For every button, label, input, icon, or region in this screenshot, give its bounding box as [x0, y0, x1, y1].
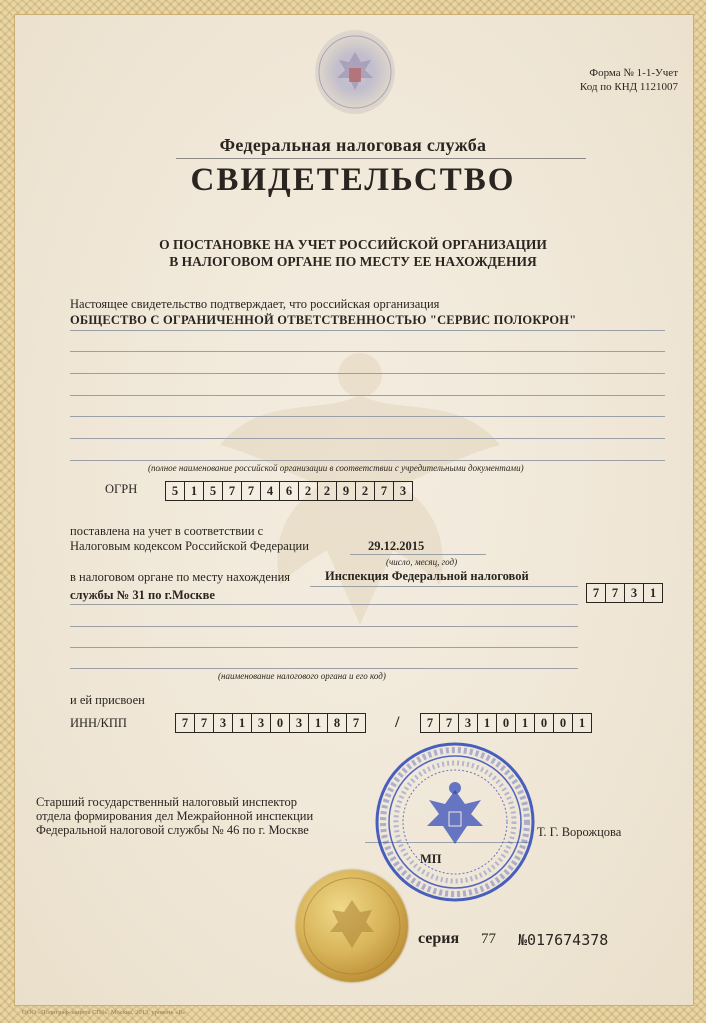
tax-office-code-digit: 1 [643, 583, 663, 603]
series-label: серия [418, 930, 460, 947]
kpp-digit: 0 [534, 713, 554, 733]
kpp-digit: 1 [477, 713, 497, 733]
ogrn-digit: 7 [222, 481, 242, 501]
ogrn-label: ОГРН [105, 482, 138, 496]
org-line-4 [70, 395, 665, 396]
signer-line-2: отдела формирования дел Межрайонной инспекции [36, 809, 314, 823]
tax-office-line-1 [310, 586, 578, 587]
tax-office-line-3 [70, 626, 578, 627]
document-subtitle [0, 236, 706, 270]
signer-title [36, 795, 313, 837]
tax-office-prefix: в налоговом органе по месту нахождения [70, 570, 291, 584]
ogrn-digit: 4 [260, 481, 280, 501]
kpp-boxes [420, 713, 591, 733]
org-line-6 [70, 438, 665, 439]
inn-digit: 8 [327, 713, 347, 733]
kpp-digit: 0 [553, 713, 573, 733]
tax-office-code-digit: 7 [605, 583, 625, 603]
knd-code: Код по КНД 1121007 [579, 81, 678, 93]
org-line-3 [70, 373, 665, 374]
tax-office-caption: (наименование налогового органа и его код) [218, 671, 386, 681]
registration-date: 29.12.2015 [368, 539, 425, 553]
intro-text: Настоящее свидетельство подтверждает, что российская организация [70, 297, 440, 311]
gold-seal-icon [296, 870, 408, 982]
tax-office-code-boxes [586, 583, 662, 603]
agency-name: Федеральная налоговая служба [219, 135, 487, 155]
ogrn-digit: 9 [336, 481, 356, 501]
kpp-digit: 0 [496, 713, 516, 733]
form-number-block [580, 66, 678, 94]
stamp-place-mark: МП [420, 852, 442, 866]
certificate-number: №017674378 [518, 931, 609, 949]
inn-digit: 7 [175, 713, 195, 733]
ogrn-digit: 6 [279, 481, 299, 501]
ogrn-digit: 2 [355, 481, 375, 501]
document-title: СВИДЕТЕЛЬСТВО [190, 162, 516, 198]
inn-digit: 1 [308, 713, 328, 733]
org-line-1 [70, 330, 665, 331]
kpp-digit: 1 [572, 713, 592, 733]
inn-digit: 3 [289, 713, 309, 733]
inn-digit: 7 [194, 713, 214, 733]
ogrn-digit: 5 [165, 481, 185, 501]
ogrn-digit: 7 [374, 481, 394, 501]
organization-name: ОБЩЕСТВО С ОГРАНИЧЕННОЙ ОТВЕТСТВЕННОСТЬЮ "СЕРВИС ПОЛОКРОН" [70, 313, 577, 327]
inn-digit: 1 [232, 713, 252, 733]
inn-kpp-label: ИНН/КПП [70, 716, 127, 730]
tax-office-name-1: Инспекция Федеральной налоговой [325, 569, 529, 583]
org-name-caption: (полное наименование российской организации в соответствии с учредительными документами) [148, 463, 524, 473]
agency-underline [176, 158, 586, 159]
inn-digit: 7 [346, 713, 366, 733]
org-line-2 [70, 351, 665, 352]
tax-office-line-4 [70, 647, 578, 648]
tax-office-code-digit: 7 [586, 583, 606, 603]
inn-boxes [175, 713, 365, 733]
ogrn-boxes [165, 481, 412, 501]
tax-office-name-2: службы № 31 по г.Москве [70, 588, 215, 602]
inn-digit: 0 [270, 713, 290, 733]
ogrn-digit: 2 [298, 481, 318, 501]
subtitle-line-2: В НАЛОГОВОМ ОРГАНЕ ПО МЕСТУ ЕЕ НАХОЖДЕНИЯ [169, 254, 537, 269]
inn-digit: 3 [251, 713, 271, 733]
ogrn-digit: 1 [184, 481, 204, 501]
inn-digit: 3 [213, 713, 233, 733]
inn-kpp-separator: / [395, 714, 400, 731]
org-line-5 [70, 416, 665, 417]
date-underline [350, 554, 486, 555]
subtitle-line-1: О ПОСТАНОВКЕ НА УЧЕТ РОССИЙСКОЙ ОРГАНИЗАЦИИ [159, 237, 547, 252]
form-number: Форма № 1-1-Учет [589, 67, 678, 79]
ogrn-digit: 3 [393, 481, 413, 501]
tax-office-code-digit: 3 [624, 583, 644, 603]
signer-line-1: Старший государственный налоговый инспектор [36, 795, 297, 809]
signer-name: Т. Г. Ворожцова [537, 825, 622, 839]
kpp-digit: 7 [439, 713, 459, 733]
ogrn-digit: 2 [317, 481, 337, 501]
org-line-7 [70, 460, 665, 461]
date-caption: (число, месяц, год) [386, 557, 458, 567]
series-value: 77 [481, 931, 496, 947]
tax-office-line-2 [70, 604, 578, 605]
registration-line-1: поставлена на учет в соответствии с [70, 524, 264, 538]
signer-line-3: Федеральной налоговой службы № 46 по г. Москве [36, 823, 309, 837]
kpp-digit: 3 [458, 713, 478, 733]
kpp-digit: 7 [420, 713, 440, 733]
hologram-emblem-icon [315, 30, 395, 114]
tax-office-line-5 [70, 668, 578, 669]
ogrn-digit: 7 [241, 481, 261, 501]
registration-line-2: Налоговым кодексом Российской Федерации [70, 539, 309, 553]
kpp-digit: 1 [515, 713, 535, 733]
assigned-text: и ей присвоен [70, 693, 145, 707]
printer-footer: ООО «Полиграф-защита СПб», Москва, 2013, уровень «В» [22, 1009, 186, 1016]
ogrn-digit: 5 [203, 481, 223, 501]
